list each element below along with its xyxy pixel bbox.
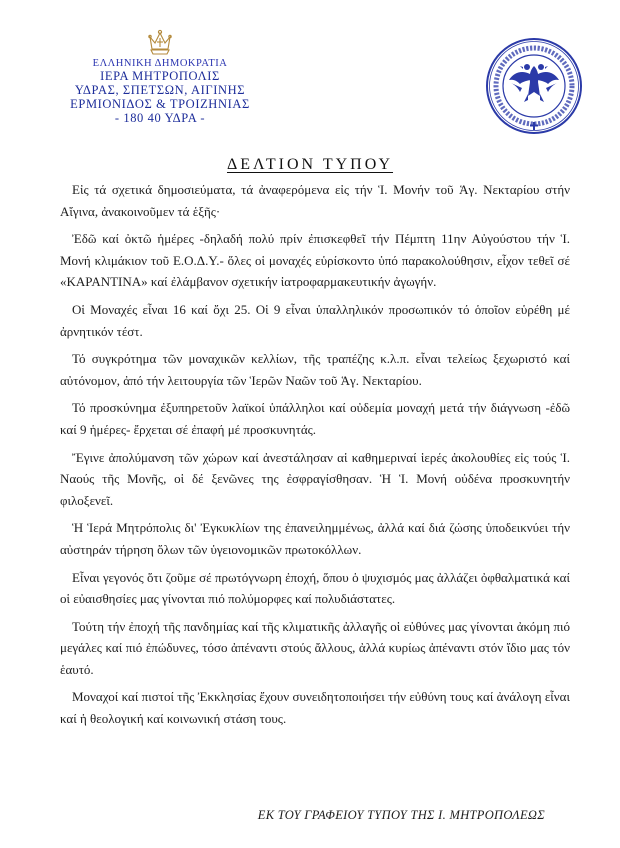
paragraph: Τό συγκρότημα τῶν μοναχικῶν κελλίων, τῆς τραπέζης κ.λ.π. εἶναι τελείως ξεχωριστό καί αὐτόνομον, ἀπό τήν λειτουργία τῶν Ἱερῶν Ναῶν τοῦ Ἁγ. Νεκταρίου. xyxy=(60,351,570,388)
page-title: ΔΕΛΤΙΟΝ ΤΥΠΟΥ xyxy=(226,156,394,173)
paragraph: Μοναχοί καί πιστοί τῆς Ἐκκλησίας ἔχουν συνειδητοποιήσει τήν εὐθύνη τους καί ἀνάλογη εἶναι καί ἡ θεολογική καί κοινωνική στάση τους. xyxy=(60,689,570,727)
paragraph: Εἰς τά σχετικά δημοσιεύματα, τά ἀναφερόμενα εἰς τήν Ἱ. Μονήν τοῦ Ἁγ. Νεκταρίου στήν Αἴγινα, ἀνακοινοῦμεν τά ἑξῆς· xyxy=(60,182,570,219)
paragraph: Ἐδῶ καί ὀκτῶ ἡμέρες -δηλαδή πολύ πρίν ἐπισκεφθεῖ τήν Πέμπτη 11ην Αὐγούστου τήν Ἱ. Μονή κλιμάκιον τοῦ Ε.Ο.Δ.Υ.- ὅλες οἱ μοναχές εὑρίσκοντο ὑπό παρακολούθησιν, εἶχον τεθεῖ σέ «ΚΑΡΑΝΤΙΝΑ» καί ἐλάμβανον σχετικήν ἰατροφαρμακευτικήν ἀγωγήν. xyxy=(60,231,570,290)
letterhead-metropolis: ΙΕΡΑ ΜΗΤΡΟΠΟΛΙΣ xyxy=(100,69,220,83)
paragraph: Τούτη τήν ἐποχή τῆς πανδημίας καί τῆς κλιματικῆς ἀλλαγῆς οἱ εὐθύνες μας γίνονται ἀκόμη πιό μεγάλες καί πιό ἐπώδυνες, τόσο ἀπέναντι στούς ἄλλους, ἀλλά κυρίως ἀπέναντι στόν ἴδιο μας τόν ἑαυτό. xyxy=(60,618,570,677)
crown-crest-icon xyxy=(145,28,175,56)
paragraph: Ἡ Ἱερά Μητρόπολις δι' Ἐγκυκλίων της ἐπανειλημμένως, ἀλλά καί διά ζώσης ὑποδεικνύει τήν αὐστηράν τήρηση ὅλων τῶν ὑγειονομικῶν πρωτοκόλλων. xyxy=(60,520,570,557)
paragraph: Οἱ Μοναχές εἶναι 16 καί ὄχι 25. Οἱ 9 εἶναι ὑπαλληλικόν προσωπικόν τό ὁποῖον εὑρέθη μέ ἀρνητικόν τέστ. xyxy=(60,301,570,339)
paragraph: Εἶναι γεγονός ὅτι ζοῦμε σέ πρωτόγνωρη ἐποχή, ὅπου ὁ ψυχισμός μας ἀλλάζει ὀφθαλματικά καί οἱ εὐαισθησίες μας γίνονται πιό πολύμορφες καί πολυδιάστατες. xyxy=(60,569,570,607)
letterhead-republic: ΕΛΛΗΝΙΚΗ ΔΗΜΟΚΡΑΤΙΑ xyxy=(92,58,228,69)
double-headed-eagle-seal-icon xyxy=(484,36,584,136)
letterhead-region-1: ΥΔΡΑΣ, ΣΠΕΤΣΩΝ, ΑΙΓΙΝΗΣ xyxy=(74,83,246,97)
press-office-signature: ΕΚ ΤΟΥ ΓΡΑΦΕΙΟΥ ΤΥΠΟΥ ΤΗΣ Ι. ΜΗΤΡΟΠΟΛΕΩΣ xyxy=(257,808,545,822)
letterhead xyxy=(60,28,260,125)
press-release-body xyxy=(60,179,570,736)
letterhead-postcode: - 180 40 ΥΔΡΑ - xyxy=(114,111,206,125)
letterhead-region-2: ΕΡΜΙΟΝΙΔΟΣ & ΤΡΟΙΖΗΝΙΑΣ xyxy=(70,97,250,111)
paragraph: Ἔγινε ἀπολύμανση τῶν χώρων καί ἀνεστάλησαν αἱ καθημεριναί ἱερές ἀκολουθίες εἰς τούς Ἱ. Ναούς τῆς Μονῆς, οἱ δέ ξενῶνες της ἐσφραγίσθησαν. Ἡ Ἱ. Μονή οὐδένα προσκυνητήν φιλοξενεῖ. xyxy=(60,449,570,508)
paragraph: Τό προσκύνημα ἐξυπηρετοῦν λαϊκοί ὑπάλληλοι καί οὐδεμία μοναχή μετά τήν διάγνωση -ἐδῶ καί 9 ἡμέρες- ἔρχεται σέ ἐπαφή μέ προσκυνητάς. xyxy=(60,400,570,437)
